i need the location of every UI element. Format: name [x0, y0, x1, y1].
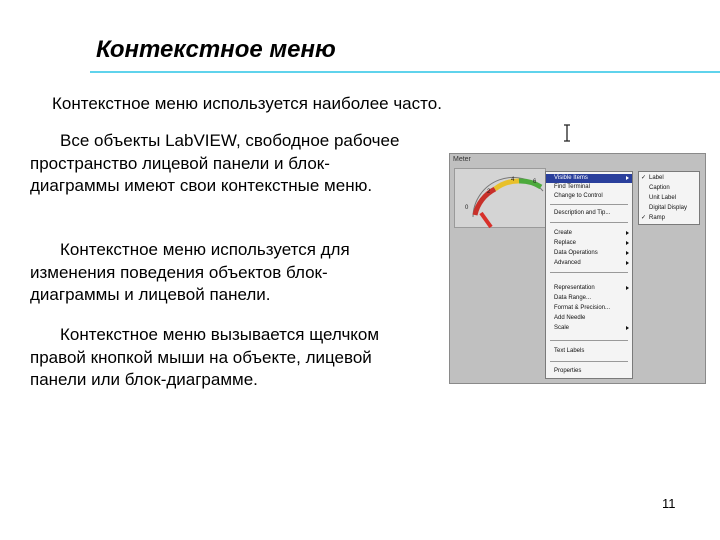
- paragraph-objects: Все объекты LabVIEW, свободное рабочее пространство лицевой панели и блок-диаграммы имеют свои контекстные меню.: [30, 131, 400, 195]
- menu-divider: [550, 222, 628, 223]
- submenu-item-ramp[interactable]: ✓ Ramp: [641, 215, 666, 221]
- submenu-arrow-icon: [626, 286, 629, 290]
- menu-item-text-labels[interactable]: Text Labels: [554, 348, 585, 354]
- text-cursor-icon: [562, 124, 572, 142]
- checkmark-icon: ✓: [641, 175, 647, 181]
- meter-gauge: [454, 168, 546, 228]
- context-menu: [545, 171, 633, 379]
- menu-item-add-needle[interactable]: Add Needle: [554, 315, 586, 321]
- menu-item-data-operations[interactable]: Data Operations: [546, 249, 632, 258]
- submenu-item-digital-display[interactable]: Digital Display: [649, 205, 688, 211]
- menu-item-representation[interactable]: Representation: [546, 284, 632, 293]
- menu-divider: [550, 340, 628, 341]
- menu-item-replace[interactable]: Replace: [546, 239, 632, 248]
- checkmark-icon: ✓: [641, 215, 647, 221]
- menu-divider: [550, 204, 628, 205]
- page-number: 11: [662, 496, 676, 511]
- menu-item-data-range[interactable]: Data Range...: [554, 295, 592, 301]
- menu-item-properties[interactable]: Properties: [554, 368, 582, 374]
- labview-context-menu-screenshot: [449, 153, 706, 384]
- visible-items-submenu: [638, 171, 700, 225]
- menu-item-advanced[interactable]: Advanced: [546, 259, 632, 268]
- title-underline: [90, 71, 720, 73]
- submenu-arrow-icon: [626, 326, 629, 330]
- submenu-arrow-icon: [626, 261, 629, 265]
- meter-icon: [455, 169, 547, 229]
- intro-text: Контекстное меню используется наиболее часто.: [52, 94, 442, 113]
- submenu-item-unit-label[interactable]: Unit Label: [649, 195, 677, 201]
- submenu-item-label[interactable]: ✓ Label: [641, 175, 664, 181]
- submenu-arrow-icon: [626, 241, 629, 245]
- menu-item-visible-items[interactable]: Visible Items: [546, 174, 632, 183]
- menu-item-change-to-control[interactable]: Change to Control: [554, 193, 603, 199]
- menu-item-scale[interactable]: Scale: [546, 324, 632, 333]
- submenu-arrow-icon: [626, 251, 629, 255]
- tick-label: 2: [487, 189, 491, 195]
- submenu-arrow-icon: [626, 176, 629, 180]
- tick-label: 0: [465, 205, 469, 211]
- paragraph-usage: Контекстное меню используется для изменения поведения объектов блок-диаграммы и лицевой панели.: [30, 240, 350, 304]
- panel-title: Meter: [453, 156, 471, 163]
- menu-item-format-precision[interactable]: Format & Precision...: [554, 305, 611, 311]
- tick-label: 4: [511, 177, 515, 183]
- menu-divider: [550, 361, 628, 362]
- tick-label: 6: [533, 179, 537, 185]
- slide-title: Контекстное меню: [96, 36, 336, 63]
- paragraph-invoke: Контекстное меню вызывается щелчком правой кнопкой мыши на объекте, лицевой панели или блок-диаграмме.: [30, 325, 380, 389]
- submenu-item-caption[interactable]: Caption: [649, 185, 670, 191]
- menu-divider: [550, 272, 628, 273]
- submenu-arrow-icon: [626, 231, 629, 235]
- menu-item-create[interactable]: Create: [546, 229, 632, 238]
- menu-item-find-terminal[interactable]: Find Terminal: [554, 184, 590, 190]
- menu-item-description[interactable]: Description and Tip...: [554, 210, 611, 216]
